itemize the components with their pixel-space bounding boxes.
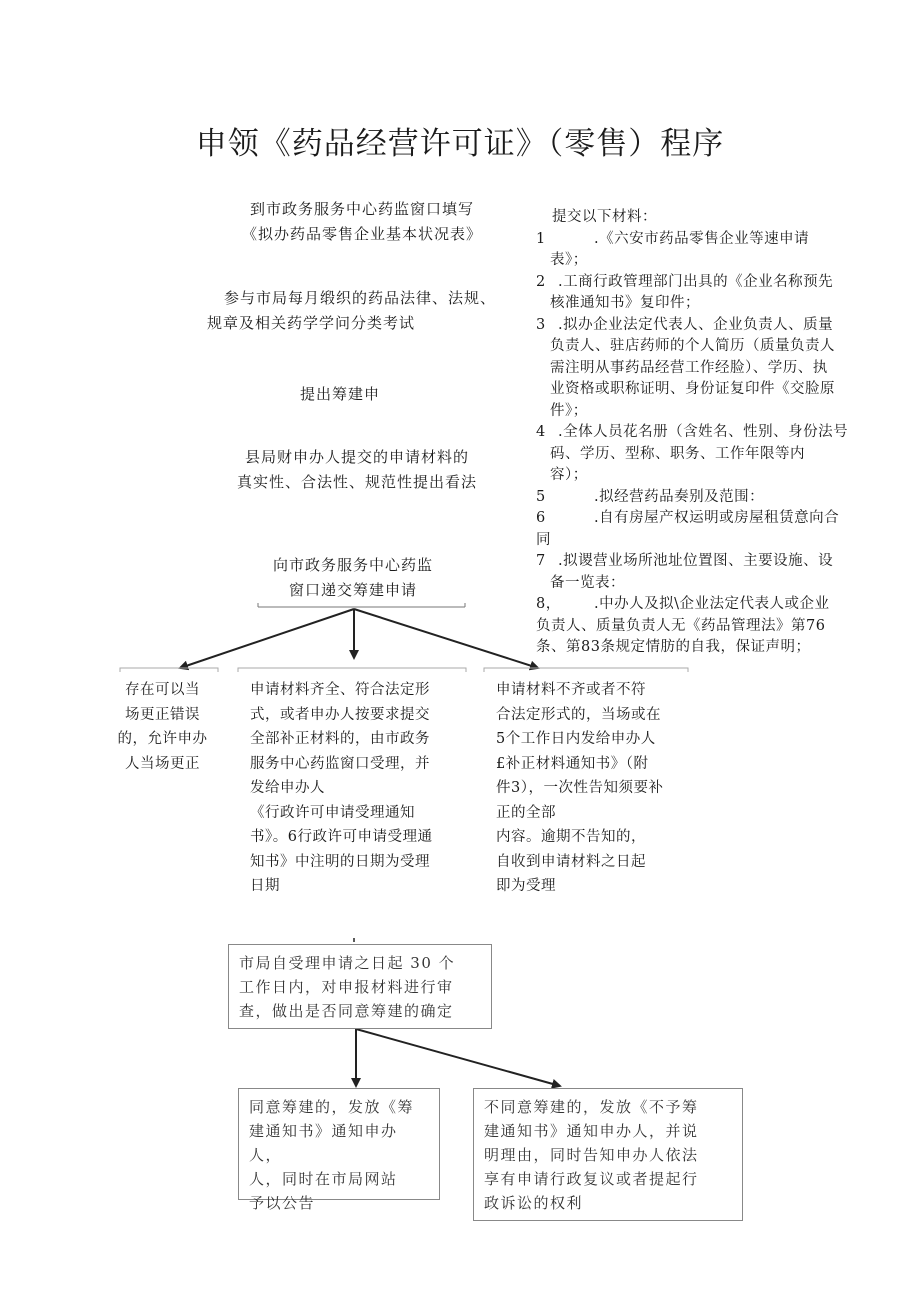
material-text: 容）；: [550, 467, 588, 483]
branch-line: 即为受理: [496, 878, 556, 894]
branch-line: 申请材料不齐或者不符: [496, 682, 646, 698]
branch-line: 申请材料齐全、符合法定形: [250, 682, 430, 698]
material-text: 同: [536, 531, 551, 548]
material-line: [536, 422, 886, 444]
material-line: [536, 508, 886, 530]
material-text: 负责人、驻店药师的个人简历（质量负责人: [550, 338, 835, 354]
branch-line: 市局自受理申请之日起 30 个: [239, 954, 456, 972]
step-fill-form-line2: 《拟办药品零售企业基本状况表》: [241, 225, 482, 243]
material-text: .工商行政管理部门出具的《企业名称预先: [558, 273, 834, 290]
step-exam-line1: 参与市局每月缎织的药品法律、法规、: [223, 289, 496, 307]
branch-line: 式，或者申办人按要求提交: [250, 706, 430, 723]
branch-line: 享有申请行政复议或者提起行: [484, 1170, 699, 1188]
material-text: 负责人、质量负责人无《药品管理法》第76: [536, 617, 826, 634]
branch-line: 5个工作日内发给申办人: [496, 731, 656, 747]
branch-line: 发给申办人: [250, 780, 325, 796]
material-number: 2: [536, 273, 546, 290]
material-line: [536, 229, 886, 251]
material-line: [536, 594, 886, 616]
material-item: [536, 508, 886, 551]
step-fill-form-line1: 到市政务服务中心药监窗口填写: [249, 200, 474, 218]
branch-line: 内容。逾期不告知的，: [496, 829, 646, 845]
material-text: 件》；: [550, 402, 588, 419]
branch-line: 查，做出是否同意筹建的确定: [239, 1002, 454, 1020]
material-text: 码、学历、型称、职务、工作年限等内: [550, 445, 805, 462]
branch-line: 人，同时在市局网站: [249, 1170, 398, 1188]
material-text: 备一览表：: [550, 574, 625, 591]
material-text: .拟谡营业场所池址位置图、主要设施、设: [558, 553, 834, 569]
step-exam: [205, 286, 515, 336]
arrow-to-right-branch: [354, 609, 538, 668]
material-number: 5: [536, 488, 546, 505]
material-number: 7: [536, 553, 546, 569]
branch-line: £补正材料通知书》（附: [496, 755, 649, 772]
step-county-review-line2: 真实性、合法性、规范性提出看法: [236, 473, 477, 491]
branch-accepted: [250, 678, 465, 899]
review-box: [228, 944, 492, 1029]
material-item: [536, 272, 886, 315]
material-text: .中办人及拟\企业法定代表人或企业: [594, 596, 830, 612]
reject-box: [473, 1088, 743, 1221]
step-fill-form: [222, 197, 502, 247]
branch-line: 存在可以当: [125, 682, 200, 698]
material-number: 6: [536, 510, 546, 526]
branch-line: 知书》中注明的日期为受理: [250, 853, 430, 870]
branch-line: 全部补正材料的，由市政务: [250, 731, 430, 747]
step-submit-line1: 向市政务服务中心药监: [272, 556, 433, 574]
material-line: [536, 272, 886, 294]
material-text: 需注明从事药品经营工作经脸）、学历、执: [550, 359, 828, 376]
material-text: .拟办企业法定代表人、企业负责人、质量: [558, 316, 834, 333]
branch-line: 建通知书》通知申办人，并说: [484, 1122, 699, 1140]
material-item: [536, 487, 886, 509]
arrow-to-reject-box: [356, 1029, 560, 1086]
material-number: 1: [536, 230, 546, 247]
branch-line: 《行政许可申请受理通知: [250, 804, 415, 821]
step-county-review-line1: 县局财申办人提交的申请材料的: [244, 448, 469, 466]
material-text: 表》；: [550, 252, 588, 268]
material-text: .自有房屋产权运明或房屋租赁意向合: [594, 510, 840, 526]
branch-line: 工作日内，对申报材料进行审: [239, 978, 454, 996]
step-propose: 提出筹建申: [299, 385, 380, 403]
material-text: 条、第83条规定情肪的自我，保证声明；: [536, 639, 811, 655]
branch-line: 建通知书》通知申办人，: [249, 1122, 398, 1164]
materials-list: [536, 207, 886, 659]
step-county-review: [212, 445, 502, 495]
branch-line: 合法定形式的，当场或在: [496, 706, 661, 723]
material-text: .《六安市药品零售企业等速申请: [594, 230, 810, 247]
branch-line: 政诉讼的权利: [484, 1194, 584, 1212]
branch-line: 不同意筹建的，发放《不予筹: [484, 1098, 699, 1116]
branch-line: 的，允许申办: [117, 731, 208, 747]
approve-box: [238, 1088, 440, 1212]
branch-line: 书》。6行政许可申请受理通: [250, 829, 433, 845]
step-exam-line2: 规章及相关药学学问分类考试: [207, 314, 416, 332]
material-line: [536, 487, 886, 509]
material-text: .全体人员花名册（含姓名、性别、身份法号: [558, 424, 849, 440]
material-line: [536, 551, 886, 573]
page-title: 申领《药品经营许可证》（零售）程序: [195, 126, 725, 162]
material-item: [536, 315, 886, 423]
branch-line: 人当场更正: [125, 755, 200, 772]
branch-line: 件3），一次性告知须要补: [496, 780, 664, 796]
material-item: [536, 551, 886, 594]
material-text: 业资格或职称证明、身份证复印件《交脸原: [550, 381, 835, 397]
branch-line: 予以公告: [249, 1194, 316, 1212]
branch-correctable: [100, 678, 225, 776]
material-item: [536, 422, 886, 487]
branch-line: 自收到申请材料之日起: [496, 853, 646, 870]
branch-line: 场更正错误: [125, 706, 200, 723]
material-text: .拟经营药品奏别及范围：: [594, 488, 765, 505]
branch-line: 日期: [250, 878, 280, 894]
materials-header: 提交以下材料：: [552, 209, 657, 225]
material-item: [536, 594, 886, 659]
material-number: 8，: [536, 596, 561, 612]
material-text: 核准通知书》复印件；: [550, 295, 700, 311]
branch-line: 正的全部: [496, 804, 556, 821]
step-submit-application: [248, 553, 458, 603]
branch-line: 服务中心药监窗口受理，并: [250, 755, 430, 772]
material-item: [536, 229, 886, 272]
branch-incomplete: [496, 678, 696, 899]
material-line: [536, 315, 886, 337]
branch-line: 同意筹建的，发放《筹: [249, 1098, 415, 1116]
arrow-to-left-branch: [180, 609, 354, 668]
material-number: 4: [536, 424, 546, 440]
branch-line: 明理由，同时告知申办人依法: [484, 1146, 699, 1164]
material-number: 3: [536, 316, 546, 333]
step-submit-line2: 窗口递交筹建申请: [288, 581, 417, 599]
